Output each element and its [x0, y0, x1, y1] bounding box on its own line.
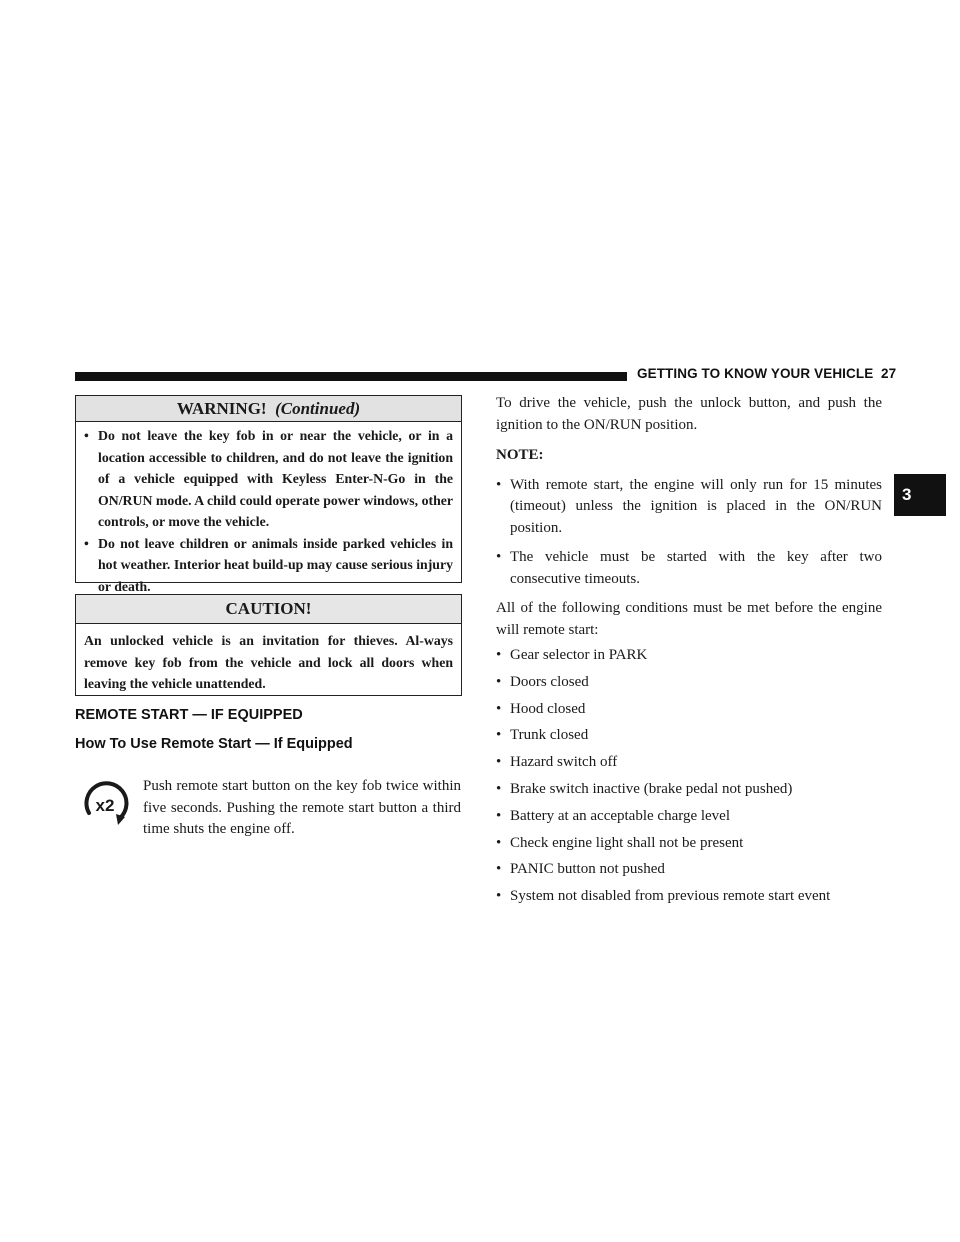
right-column [496, 393, 882, 913]
list-item: • Do not leave children or animals inside parked vehicles in hot weather. Interior heat build-up may cause serious injury or death. [84, 535, 453, 594]
caution-box [75, 594, 462, 696]
warning-continued: (Continued) [275, 399, 361, 418]
warning-box [75, 395, 462, 594]
list-item: • Trunk closed [496, 727, 589, 744]
list-item: • Check engine light shall not be present [496, 834, 744, 851]
section-title: GETTING TO KNOW YOUR VEHICLE [637, 366, 874, 381]
list-item: • Do not leave the key fob in or near the vehicle, or in a location accessible to children, and do not leave the ignition of a vehicle equipped with Keyless Enter-N-Go in the ON/RUN mode. A child could operate power windows, other controls, or move the vehicle. [84, 428, 453, 529]
list-item: • PANIC button not pushed [496, 861, 665, 878]
chapter-number: 3 [902, 485, 912, 504]
icon-label: x2 [95, 796, 115, 815]
remote-start-instruction: Push remote start button on the key fob twice within five seconds. Pushing the remote start button a third time shuts the engine off. [143, 778, 461, 837]
list-item: • With remote start, the engine will only run for 15 minutes (timeout) unless the ignition is placed in the ON/RUN position. [496, 476, 882, 536]
list-item: • Brake switch inactive (brake pedal not pushed) [496, 780, 793, 797]
list-item: • Gear selector in PARK [496, 647, 648, 663]
page-number: 27 [881, 366, 897, 381]
list-item: • Battery at an acceptable charge level [496, 807, 731, 824]
drive-paragraph: To drive the vehicle, push the unlock button, and push the ignition to the ON/RUN position. [496, 395, 882, 433]
note-list [496, 475, 882, 591]
section-heading: REMOTE START — IF EQUIPPED [75, 707, 303, 723]
header-rule [75, 372, 627, 381]
list-item: • Doors closed [496, 673, 589, 690]
warning-title: WARNING! (Continued) [76, 396, 461, 422]
list-item: • Hazard switch off [496, 754, 618, 771]
caution-title: CAUTION! [76, 595, 461, 624]
list-item: • System not disabled from previous remote start event [496, 888, 831, 905]
caution-text: An unlocked vehicle is an invitation for thieves. Al-ways remove key fob from the vehicle and lock all doors when leaving the vehicle unattended. [84, 633, 453, 691]
list-item: • Hood closed [496, 700, 586, 717]
conditions-intro: All of the following conditions must be met before the engine will remote start: [496, 600, 882, 638]
warning-list [76, 422, 461, 597]
subsection-heading: How To Use Remote Start — If Equipped [75, 736, 353, 752]
conditions-list [496, 645, 882, 908]
note-label: NOTE: [496, 447, 544, 463]
chapter-tab [894, 474, 946, 516]
remote-start-x2-icon [80, 780, 130, 830]
list-item: • The vehicle must be started with the key after two consecutive timeouts. [496, 549, 882, 587]
running-header [637, 366, 896, 381]
